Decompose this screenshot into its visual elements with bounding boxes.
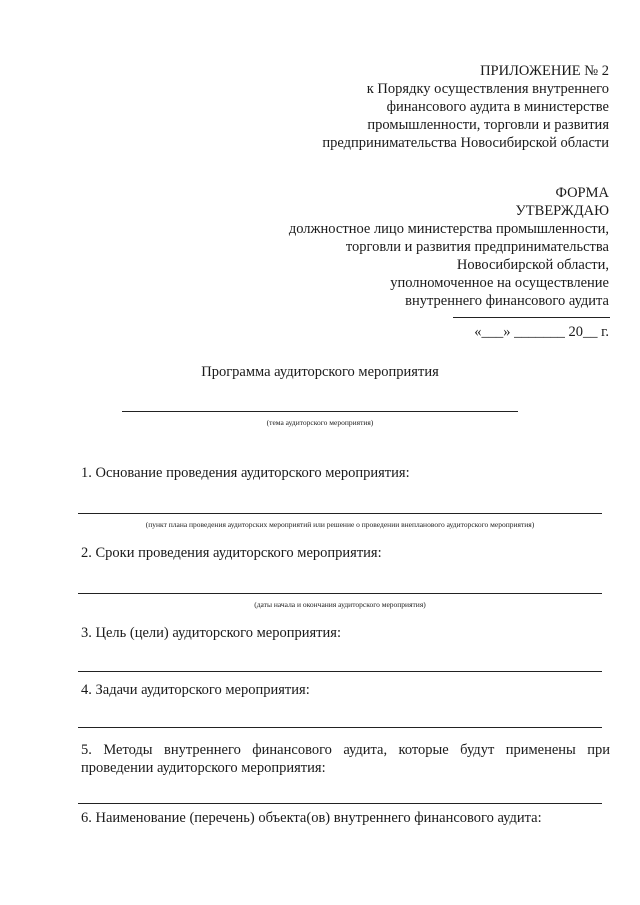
topic-caption: (тема аудиторского мероприятия): [266, 418, 374, 427]
section-3-heading: 3. Цель (цели) аудиторского мероприятия:: [81, 625, 341, 641]
appendix-title: ПРИЛОЖЕНИЕ № 2: [480, 63, 609, 79]
appendix-line: промышленности, торговли и развития: [367, 117, 609, 133]
signature-line: [453, 317, 610, 318]
section-2-caption: (даты начала и окончания аудиторского мероприятия): [254, 600, 426, 609]
section-2-heading: 2. Сроки проведения аудиторского мероприятия:: [81, 545, 382, 561]
section-5-heading: 5. Методы внутреннего финансового аудита, которые будут применены при проведении аудиторского мероприятия:: [81, 742, 610, 776]
appendix-line: к Порядку осуществления внутреннего: [366, 81, 609, 97]
official-line: внутреннего финансового аудита: [405, 293, 609, 309]
approval-date: «___» _______ 20__ г.: [474, 324, 609, 340]
official-line: уполномоченное на осуществление: [390, 275, 609, 291]
appendix-line: предпринимательства Новосибирской области: [322, 135, 609, 151]
form-label: ФОРМА: [555, 185, 609, 201]
section-1-heading: 1. Основание проведения аудиторского мероприятия:: [81, 465, 410, 481]
official-line: должностное лицо министерства промышленности,: [288, 221, 609, 237]
section-4-line: [78, 727, 602, 728]
section-6-heading: 6. Наименование (перечень) объекта(ов) внутреннего финансового аудита:: [81, 810, 542, 826]
section-1-caption: (пункт плана проведения аудиторских мероприятий или решение о проведении внепланового аудиторского мероприятия): [145, 520, 535, 529]
section-3-line: [78, 671, 602, 672]
official-line: торговли и развития предпринимательства: [345, 239, 609, 255]
approve-label: УТВЕРЖДАЮ: [515, 203, 609, 219]
program-title: Программа аудиторского мероприятия: [201, 364, 439, 380]
section-2-line: [78, 593, 602, 594]
official-line: Новосибирской области,: [456, 257, 609, 273]
section-1-line: [78, 513, 602, 514]
section-4-heading: 4. Задачи аудиторского мероприятия:: [81, 682, 310, 698]
appendix-line: финансового аудита в министерстве: [386, 99, 609, 115]
section-5-line: [78, 803, 602, 804]
topic-line: [122, 411, 518, 412]
